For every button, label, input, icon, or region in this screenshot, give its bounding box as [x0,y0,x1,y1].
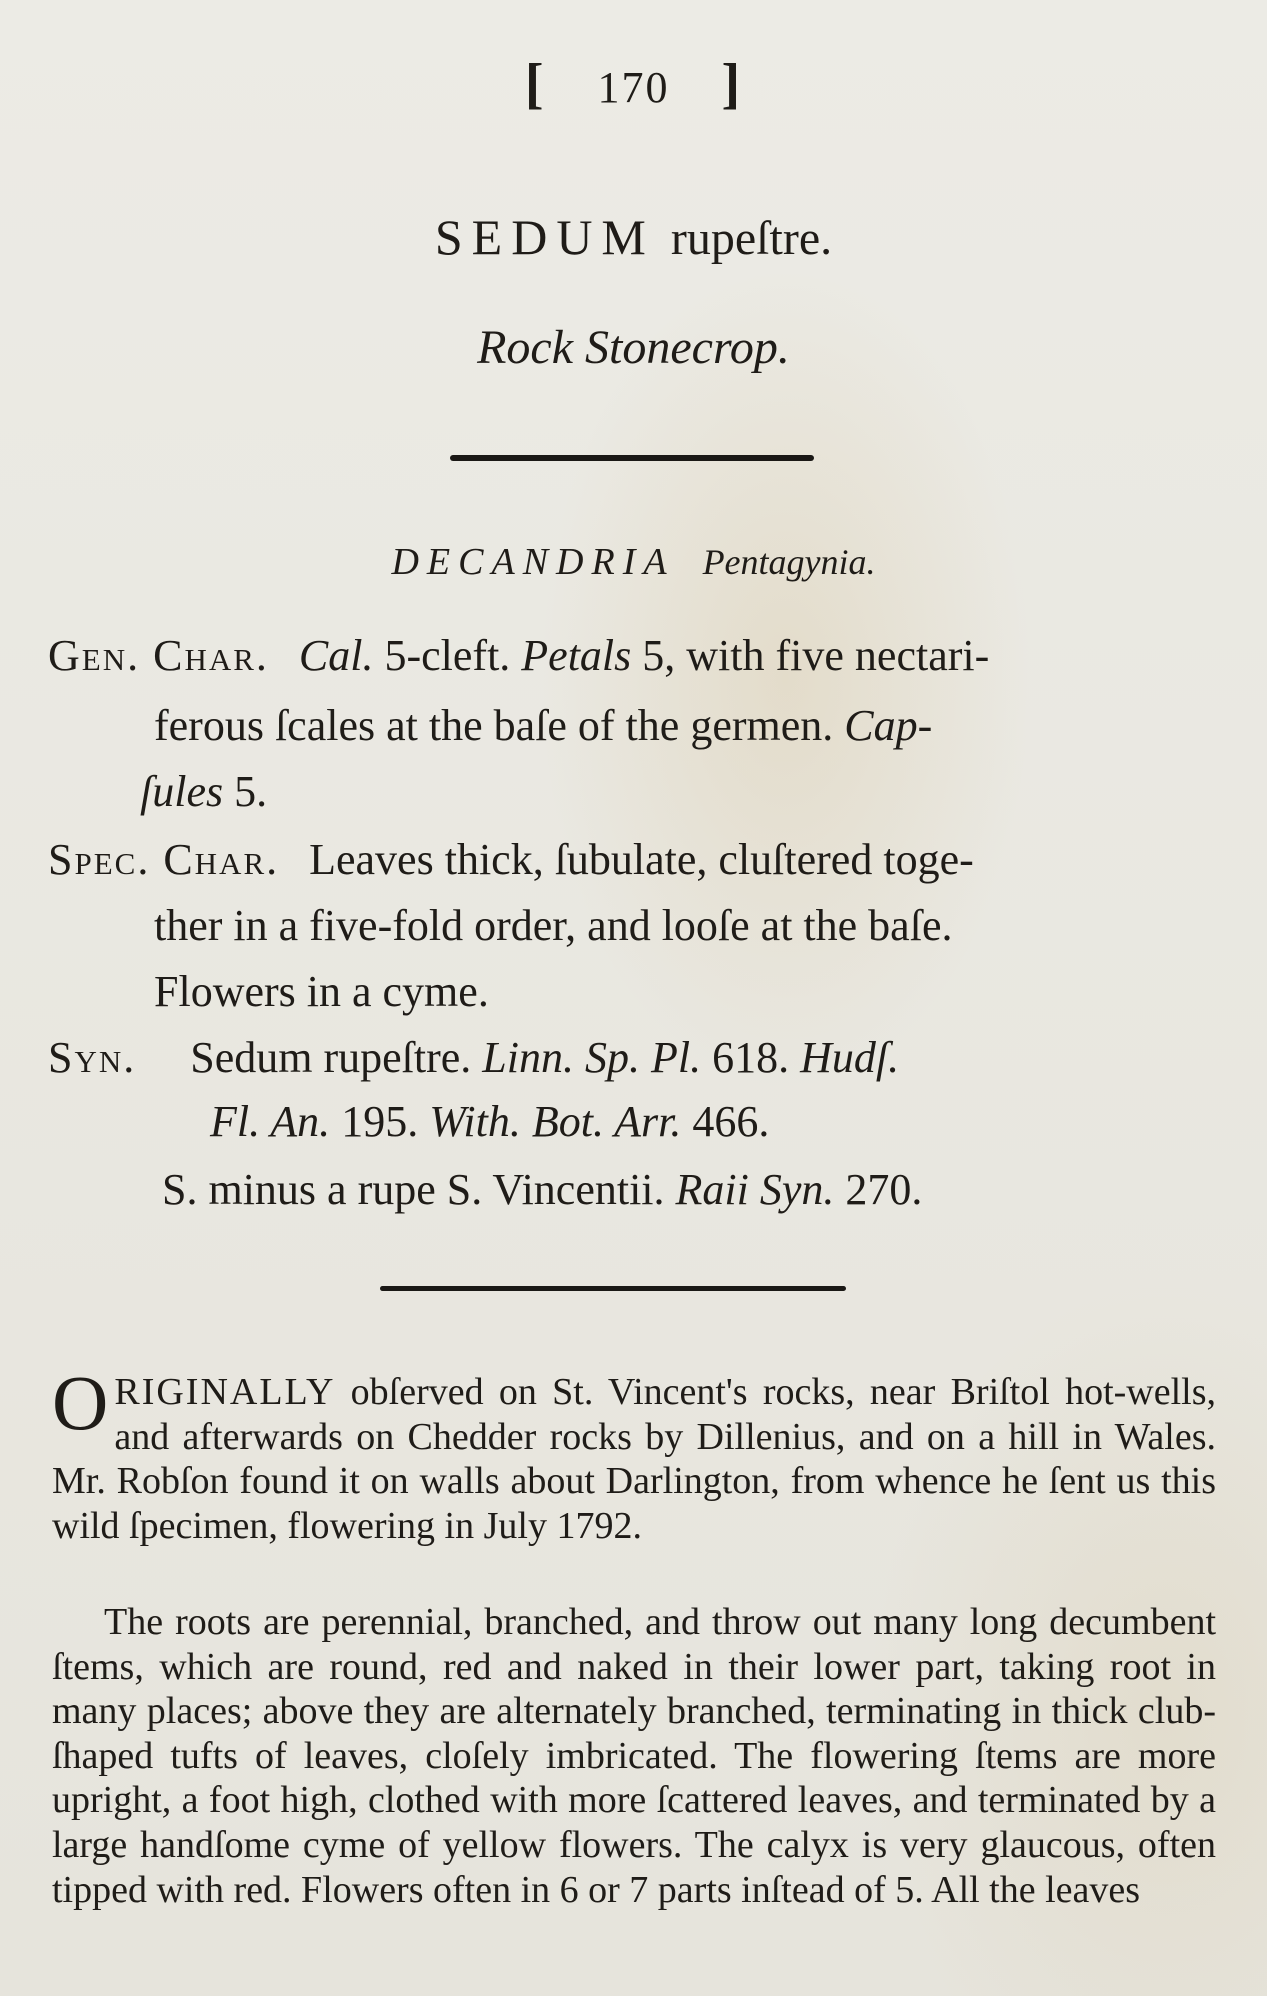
gen-char-text-1 [299,631,989,680]
gen-char-label: Gen. Char. [48,631,269,680]
section-divider-rule [380,1286,846,1291]
classification-class: DECANDRIA [391,541,675,583]
gen-char-line-1 [48,630,989,681]
syn-line-1 [48,1032,899,1083]
text-segment: ther in a five-fold order, and looſe at the baſe. [154,901,953,950]
spec-char-line-1 [48,834,974,885]
italic-text-segment: Cap- [844,701,933,750]
syn-label: Syn. [48,1033,137,1082]
drop-cap: O [52,1359,109,1446]
page-number-close-bracket: ] [721,53,743,115]
genus-name: SEDUM [434,209,655,265]
text-segment: 5-cleft. [373,631,522,680]
lead-caps: RIGINALLY [114,1371,336,1413]
italic-text-segment: Hudſ. [800,1033,900,1082]
italic-text-segment: Petals [521,631,632,680]
italic-text-segment: With. Bot. Arr. [429,1097,682,1146]
spec-char-label: Spec. Char. [48,835,280,884]
description-paragraph-1 [52,1359,1216,1548]
italic-text-segment: Cal. [298,631,374,680]
spec-char-text-1 [309,835,974,884]
species-title [0,208,1267,266]
species-epithet: rupeſtre. [670,212,833,265]
italic-text-segment: Raii Syn. [675,1165,835,1214]
text-segment: Leaves thick, ſubulate, cluſtered toge- [309,835,974,884]
common-name: Rock Stonecrop. [477,321,790,374]
text-segment: 270. [834,1165,923,1214]
gen-char-line-3 [140,766,267,817]
italic-text-segment: ſules [140,767,224,816]
syn-text-1 [190,1033,899,1082]
page-number-open-bracket: [ [524,53,546,115]
text-segment: 466. [681,1097,770,1146]
spec-char-line-3 [154,966,489,1017]
text-segment: 5. [223,767,268,816]
linnaean-classification [0,540,1267,584]
text-segment: Sedum rupeſtre. [190,1033,483,1082]
text-segment: 5, with five nectari- [631,631,990,680]
text-segment: ferous ſcales at the baſe of the germen. [154,701,845,750]
title-divider-rule [450,455,814,461]
syn-line-3 [162,1164,922,1215]
text-segment: S. minus a rupe S. Vincentii. [162,1165,676,1214]
text-segment: 618. [701,1033,801,1082]
page-number [0,52,1267,116]
syn-line-2 [210,1096,769,1147]
text-segment: Flowers in a cyme. [154,967,489,1016]
paragraph-1-text: obſerved on St. Vincent's rocks, near Briſtol hot-wells, and afterwards on Chedder rocks by Dillenius, and on a hill in Wales. Mr. Robſon found it on walls about Darlington, from whence he ſent us this wild ſpecimen, flowering in July 1792. [52,1371,1216,1547]
page-number-value: 170 [597,63,670,112]
italic-text-segment: Fl. An. [210,1097,331,1146]
gen-char-line-2 [154,700,932,751]
classification-order: Pentagynia. [702,542,876,582]
spec-char-line-2 [154,900,952,951]
italic-text-segment: Linn. Sp. Pl. [482,1033,702,1082]
text-segment: 195. [330,1097,430,1146]
description-paragraph-2: The roots are perennial, branched, and throw out many long decumbent ſtems, which are round, red and naked in their lower part, taking root in many places; above they are alternately branched, terminating in thick club-ſhaped tufts of leaves, cloſely imbricated. The flowering ſtems are more upright, a foot high, clothed with more ſcattered leaves, and terminated by a large handſome cyme of yellow flowers. The calyx is very glaucous, often tipped with red. Flowers often in 6 or 7 parts inſtead of 5. All the leaves [52,1601,1216,1911]
